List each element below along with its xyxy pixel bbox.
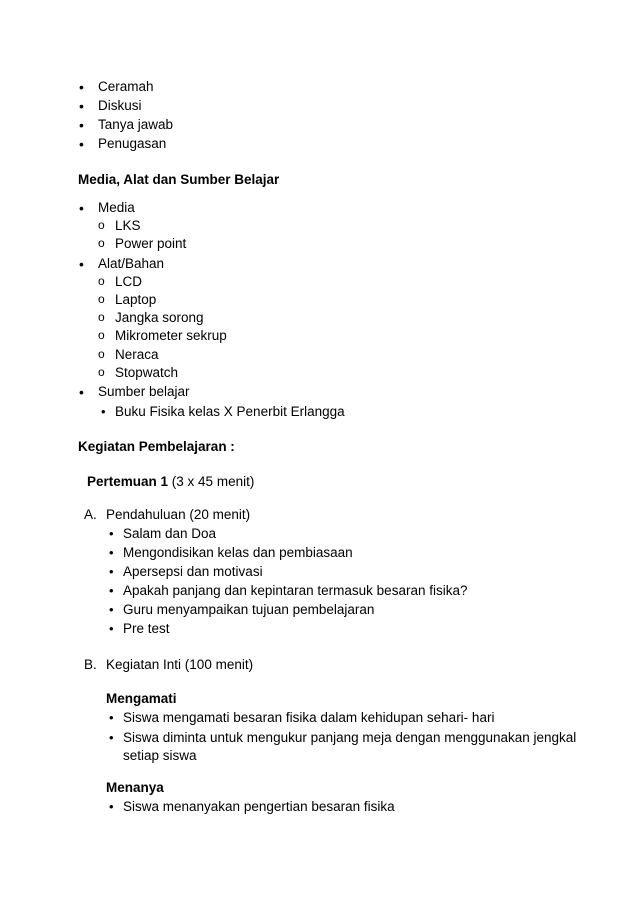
pendahuluan-item: • Guru menyampaikan tujuan pembelajaran xyxy=(123,601,374,619)
mengamati-item: • Siswa diminta untuk mengukur panjang meja dengan menggunakan jengkal xyxy=(123,729,576,747)
list-item-method: • Penugasan xyxy=(98,135,166,153)
pertemuan-title xyxy=(87,473,254,491)
sub-item-alat: o Jangka sorong xyxy=(115,309,204,327)
pendahuluan-item: • Apakah panjang dan kepintaran termasuk besaran fisika? xyxy=(123,582,467,600)
pendahuluan-item: • Apersepsi dan motivasi xyxy=(123,563,263,581)
sub-item-media: o Power point xyxy=(115,235,186,253)
list-item-method: • Ceramah xyxy=(98,78,154,96)
pendahuluan-item: • Mengondisikan kelas dan pembiasaan xyxy=(123,544,353,562)
mengamati-item-continuation: setiap siswa xyxy=(123,748,197,763)
sub-item-alat: o Mikrometer sekrup xyxy=(115,327,227,345)
pendahuluan-item: • Pre test xyxy=(123,620,170,638)
list-item-method: • Diskusi xyxy=(98,97,142,115)
subsection-inti xyxy=(84,656,254,674)
pertemuan-duration: (3 x 45 menit) xyxy=(168,474,255,489)
list-item-media: • Media xyxy=(98,199,135,217)
list-item-method: • Tanya jawab xyxy=(98,116,173,134)
menanya-heading: Menanya xyxy=(106,780,164,795)
sub-item-alat: o Stopwatch xyxy=(115,364,178,382)
subsection-pendahuluan xyxy=(84,506,251,524)
sub-item-alat: o LCD xyxy=(115,273,142,291)
list-item-sumber: • Sumber belajar xyxy=(98,383,190,401)
subsection-letter: A. xyxy=(84,507,97,522)
sub-item-alat: o Laptop xyxy=(115,291,156,309)
menanya-item: • Siswa menanyakan pengertian besaran fisika xyxy=(123,798,395,816)
subsection-title: Kegiatan Inti (100 menit) xyxy=(106,657,254,672)
pertemuan-label: Pertemuan 1 xyxy=(87,474,169,489)
sub-item-alat: o Neraca xyxy=(115,346,159,364)
mengamati-item: • Siswa mengamati besaran fisika dalam kehidupan sehari- hari xyxy=(123,709,494,727)
section-heading-media: Media, Alat dan Sumber Belajar xyxy=(78,172,280,187)
sub-item-sumber: • Buku Fisika kelas X Penerbit Erlangga xyxy=(115,403,345,421)
sub-item-media: o LKS xyxy=(115,217,141,235)
pendahuluan-item: • Salam dan Doa xyxy=(123,525,216,543)
subsection-title: Pendahuluan (20 menit) xyxy=(106,507,251,522)
section-heading-kegiatan: Kegiatan Pembelajaran : xyxy=(78,439,235,454)
subsection-letter: B. xyxy=(84,657,97,672)
mengamati-heading: Mengamati xyxy=(106,691,177,706)
list-item-alat: • Alat/Bahan xyxy=(98,255,164,273)
